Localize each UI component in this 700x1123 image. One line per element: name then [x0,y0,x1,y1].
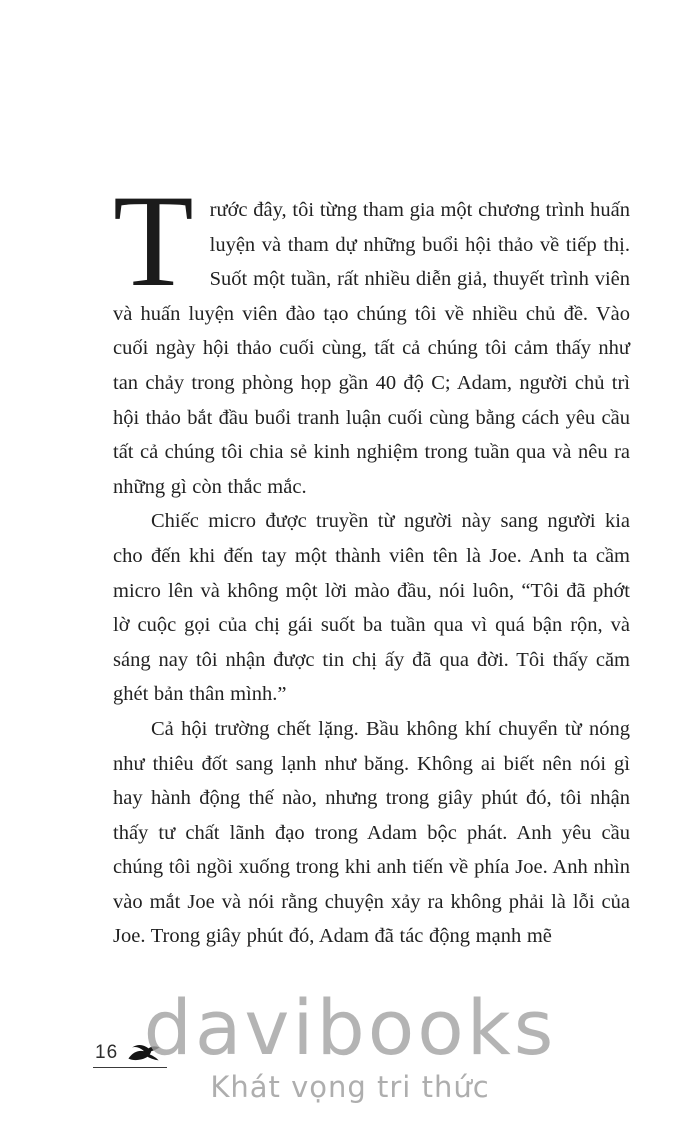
paragraph-1 [113,167,630,504]
drop-cap: T [113,167,194,314]
watermark-title: davibooks [143,983,557,1072]
paragraph-1-text: rước đây, tôi từng tham gia một chương trình huấn luyện và tham dự những buổi hội thảo về tiếp thị. Suốt một tuần, rất nhiều diễn giả, thuyết trình viên và huấn luyện viên đào tạo chúng tôi về nhiều chủ đề. Vào cuối ngày hội thảo cuối cùng, tất cả chúng tôi cảm thấy như tan chảy trong phòng họp gần 40 độ C; Adam, người chủ trì hội thảo bắt đầu buổi tranh luận cuối cùng bằng cách yêu cầu tất cả chúng tôi chia sẻ kinh nghiệm trong tuần qua và nêu ra những gì còn thắc mắc. [113,199,630,498]
watermark-subtitle: Khát vọng tri thức [210,1070,490,1104]
bird-icon [125,1042,163,1064]
page-footer [93,1042,167,1068]
paragraph-2: Chiếc micro được truyền từ người này sang người kia cho đến khi đến tay một thành viên tên là Joe. Anh ta cầm micro lên và không một lời mào đầu, nói luôn, “Tôi đã phớt lờ cuộc gọi của chị gái suốt ba tuần qua vì quá bận rộn, và sáng nay tôi nhận được tin chị ấy đã qua đời. Tôi thấy căm ghét bản thân mình.” [113,510,630,706]
paragraph-3: Cả hội trường chết lặng. Bầu không khí chuyển từ nóng như thiêu đốt sang lạnh như băng. Không ai biết nên nói gì hay hành động thế nào, nhưng trong giây phút đó, tôi nhận thấy tư chất lãnh đạo trong Adam bộc phát. Anh yêu cầu chúng tôi ngồi xuống trong khi anh tiến về phía Joe. Anh nhìn vào mắt Joe và nói rằng chuyện xảy ra không phải là lỗi của Joe. Trong giây phút đó, Adam đã tác động mạnh mẽ [113,717,630,948]
body-text [113,167,630,954]
page-number: 16 [95,1042,119,1063]
